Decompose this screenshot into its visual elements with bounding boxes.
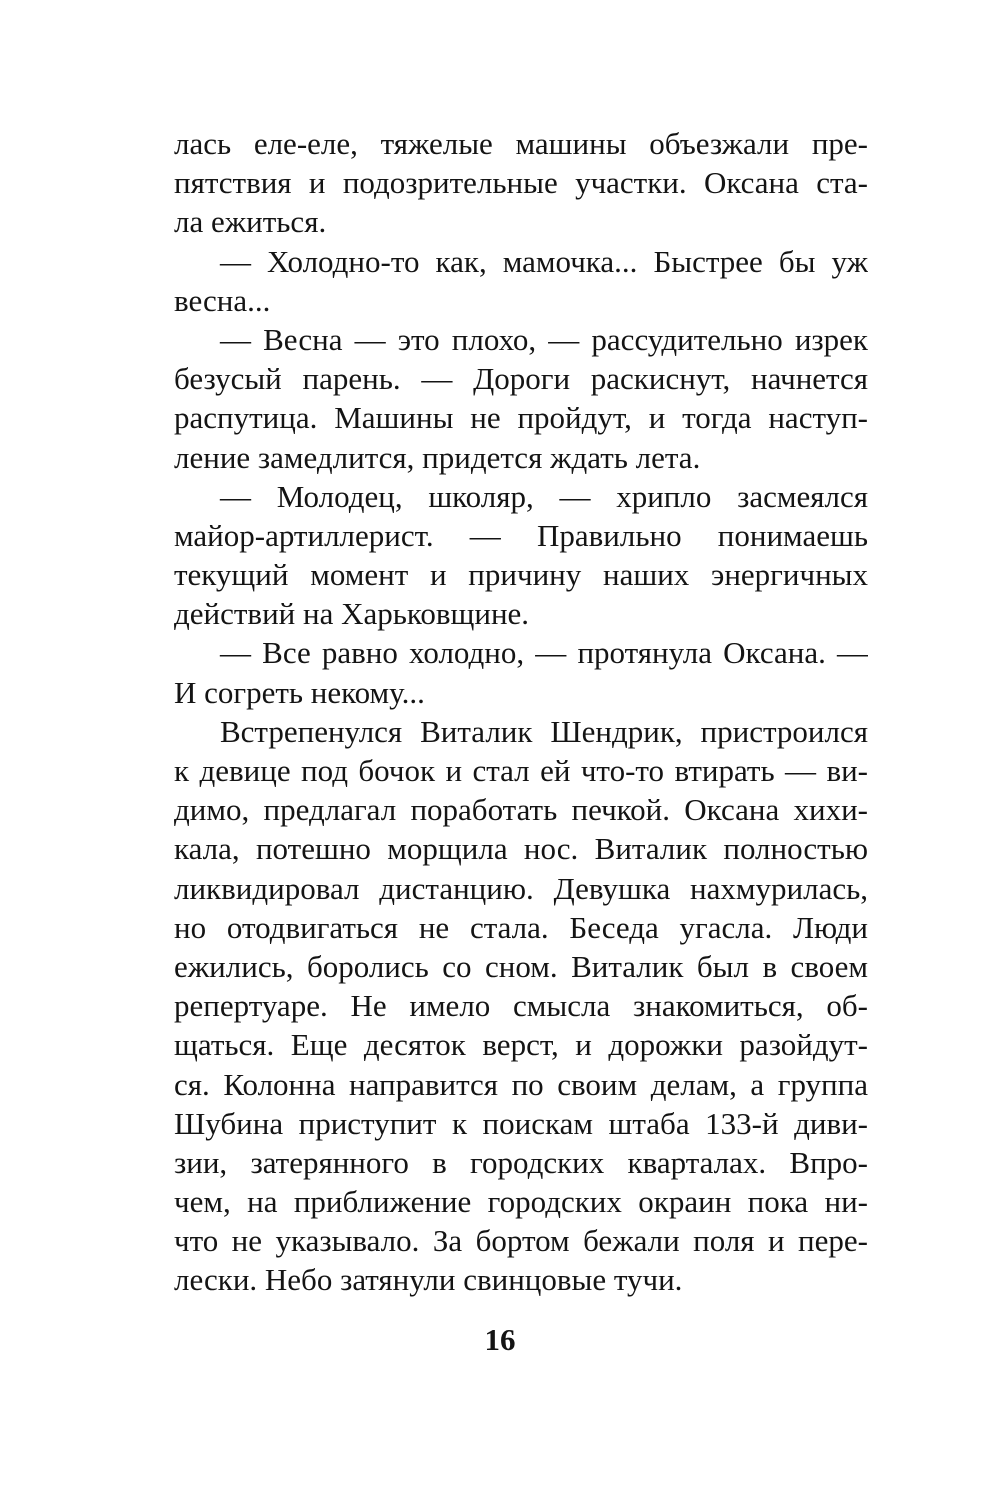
- text-line: ла ежиться.: [174, 204, 327, 240]
- text-line: димо, предлагал поработать печкой. Оксана хихи-: [174, 792, 868, 828]
- text-line: щаться. Еще десяток верст, и дорожки разойдут-: [174, 1027, 868, 1063]
- text-line: — Весна — это плохо, — рассудительно изрек: [220, 321, 868, 357]
- paragraph: [174, 712, 868, 1300]
- text-line: лески. Небо затянули свинцовые тучи.: [174, 1262, 683, 1298]
- text-line: зии, затерянного в городских кварталах. Впро-: [174, 1144, 868, 1180]
- text-line: к девице под бочок и стал ей что-то втирать — ви-: [174, 753, 868, 788]
- paragraph: [174, 242, 868, 320]
- text-line: безусый парень. — Дороги раскиснут, начнется: [174, 361, 868, 397]
- paragraph: [174, 124, 868, 242]
- text-line: но отодвигаться не стала. Беседа угасла. Люди: [174, 909, 868, 945]
- text-line: текущий момент и причину наших энергичных: [174, 557, 868, 593]
- paragraph: [174, 320, 868, 477]
- text-line: — Все равно холодно, — протянула Оксана. —: [220, 635, 868, 671]
- text-line: чем, на приближение городских окраин пока ни-: [174, 1184, 868, 1220]
- text-line: майор-артиллерист. — Правильно понимаешь: [174, 517, 868, 553]
- body-text: [174, 124, 868, 1300]
- text-line: весна...: [174, 282, 271, 318]
- text-line: — Молодец, школяр, — хрипло засмеялся: [220, 478, 868, 514]
- text-line: что не указывало. За бортом бежали поля и пере-: [174, 1223, 868, 1259]
- text-line: ся. Колонна направится по своим делам, а группа: [174, 1066, 868, 1102]
- text-line: Шубина приступит к поискам штаба 133-й диви-: [174, 1105, 868, 1141]
- page-number: 16: [484, 1322, 516, 1357]
- text-line: — Холодно-то как, мамочка... Быстрее бы уж: [220, 243, 868, 279]
- text-line: ежились, боролись со сном. Виталик был в своем: [174, 948, 868, 984]
- text-line: лась еле-еле, тяжелые машины объезжали пре-: [174, 126, 868, 161]
- text-line: кала, потешно морщила нос. Виталик полностью: [174, 831, 868, 867]
- text-line: И согреть некому...: [174, 674, 425, 710]
- paragraph: [174, 477, 868, 634]
- text-line: Встрепенулся Виталик Шендрик, пристроился: [220, 713, 868, 749]
- paragraph: [174, 633, 868, 711]
- text-line: репертуаре. Не имело смысла знакомиться, об-: [174, 988, 868, 1024]
- text-line: пятствия и подозрительные участки. Оксана ста-: [174, 165, 868, 201]
- text-line: ликвидировал дистанцию. Девушка нахмурилась,: [174, 870, 868, 906]
- text-line: ление замедлится, придется ждать лета.: [174, 439, 701, 475]
- text-line: действий на Харьковщине.: [174, 596, 530, 632]
- text-line: распутица. Машины не пройдут, и тогда наступ-: [174, 400, 868, 436]
